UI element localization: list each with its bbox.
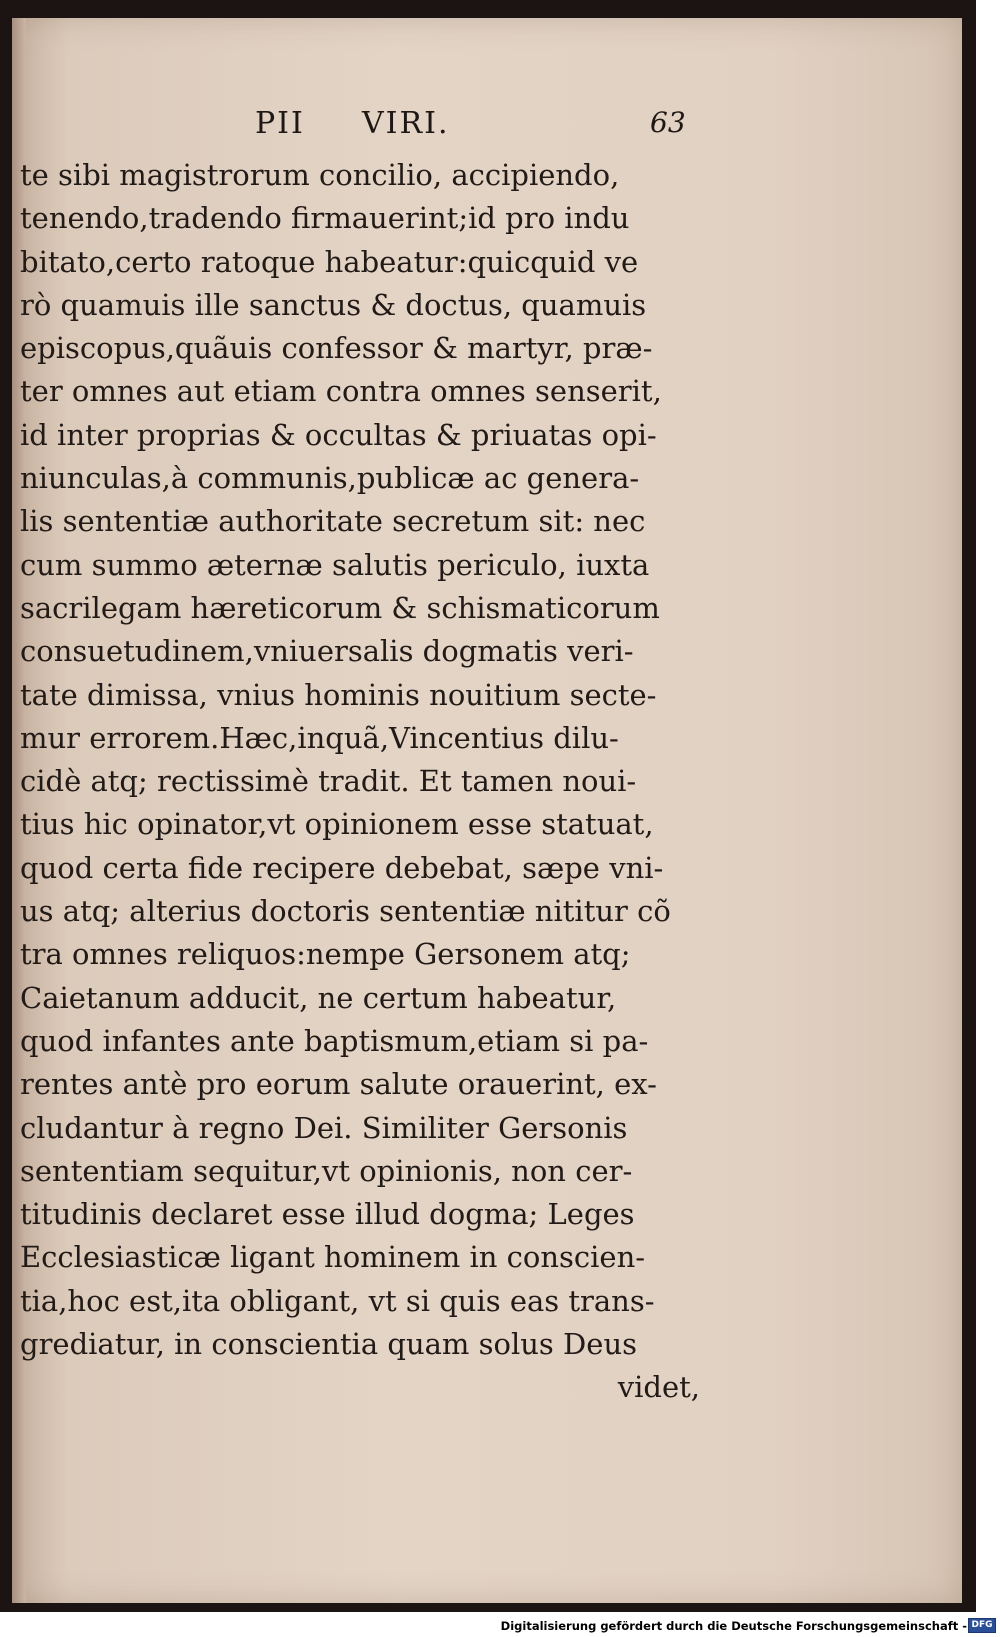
text-line: Caietanum adducit, ne certum habeatur,	[20, 980, 617, 1015]
text-line: lis sententiæ authoritate secretum sit: nec	[20, 504, 646, 539]
text-line: cidè atq; rectissimè tradit. Et tamen noui-	[20, 764, 637, 799]
text-line: consuetudinem,vniuersalis dogmatis veri-	[20, 634, 634, 669]
text-line: mur errorem.Hæc,inquã,Vincentius dilu-	[20, 720, 619, 755]
text-line: tenendo,tradendo firmauerint;id pro indu	[20, 201, 630, 236]
text-line: grediatur, in conscientia quam solus Deus	[20, 1327, 638, 1362]
text-line: Ecclesiasticæ ligant hominem in conscien-	[20, 1240, 646, 1275]
text-line: quod infantes ante baptismum,etiam si pa-	[20, 1023, 649, 1058]
text-line: sacrilegam hæreticorum & schismaticorum	[20, 590, 660, 625]
digitization-footer	[0, 1614, 1000, 1637]
funding-credit: Digitalisierung gefördert durch die Deutsche Forschungsgemeinschaft -	[500, 1619, 967, 1633]
text-line: cum summo æternæ salutis periculo, iuxta	[20, 547, 650, 582]
dfg-logo[interactable]: DFG	[968, 1618, 996, 1633]
text-line: episcopus,quãuis confessor & martyr, præ-	[20, 331, 653, 366]
text-line: bitato,certo ratoque habeatur:quicquid ve	[20, 244, 639, 279]
text-line: tra omnes reliquos:nempe Gersonem atq;	[20, 937, 631, 972]
running-head-right: VIRI.	[362, 106, 450, 141]
text-line: titudinis declaret esse illud dogma; Leges	[20, 1197, 635, 1232]
book-page	[12, 18, 962, 1603]
running-head-left: PII	[255, 106, 305, 141]
text-line: niunculas,à communis,publicæ ac genera-	[20, 461, 640, 496]
text-line: ter omnes aut etiam contra omnes senserit,	[20, 374, 662, 409]
body-text	[20, 154, 720, 1410]
text-line: cludantur à regno Dei. Similiter Gersonis	[20, 1110, 628, 1145]
text-line: sententiam sequitur,vt opinionis, non cer-	[20, 1153, 633, 1188]
text-line: us atq; alterius doctoris sententiæ nititur cõ	[20, 894, 671, 929]
text-line: tate dimissa, vnius hominis nouitium secte-	[20, 677, 657, 712]
text-line: quod certa fide recipere debebat, sæpe vni-	[20, 850, 664, 885]
text-line: rentes antè pro eorum salute orauerint, ex-	[20, 1067, 657, 1102]
text-line: tius hic opinator,vt opinionem esse statuat,	[20, 807, 654, 842]
page-number: 63	[650, 106, 686, 139]
running-head	[12, 106, 962, 156]
text-line: te sibi magistrorum concilio, accipiendo,	[20, 158, 620, 192]
catchword: videt,	[617, 1370, 700, 1405]
text-line: tia,hoc est,ita obligant, vt si quis eas trans-	[20, 1283, 655, 1318]
text-line: id inter proprias & occultas & priuatas opi-	[20, 417, 657, 452]
text-line: rò quamuis ille sanctus & doctus, quamuis	[20, 287, 647, 322]
